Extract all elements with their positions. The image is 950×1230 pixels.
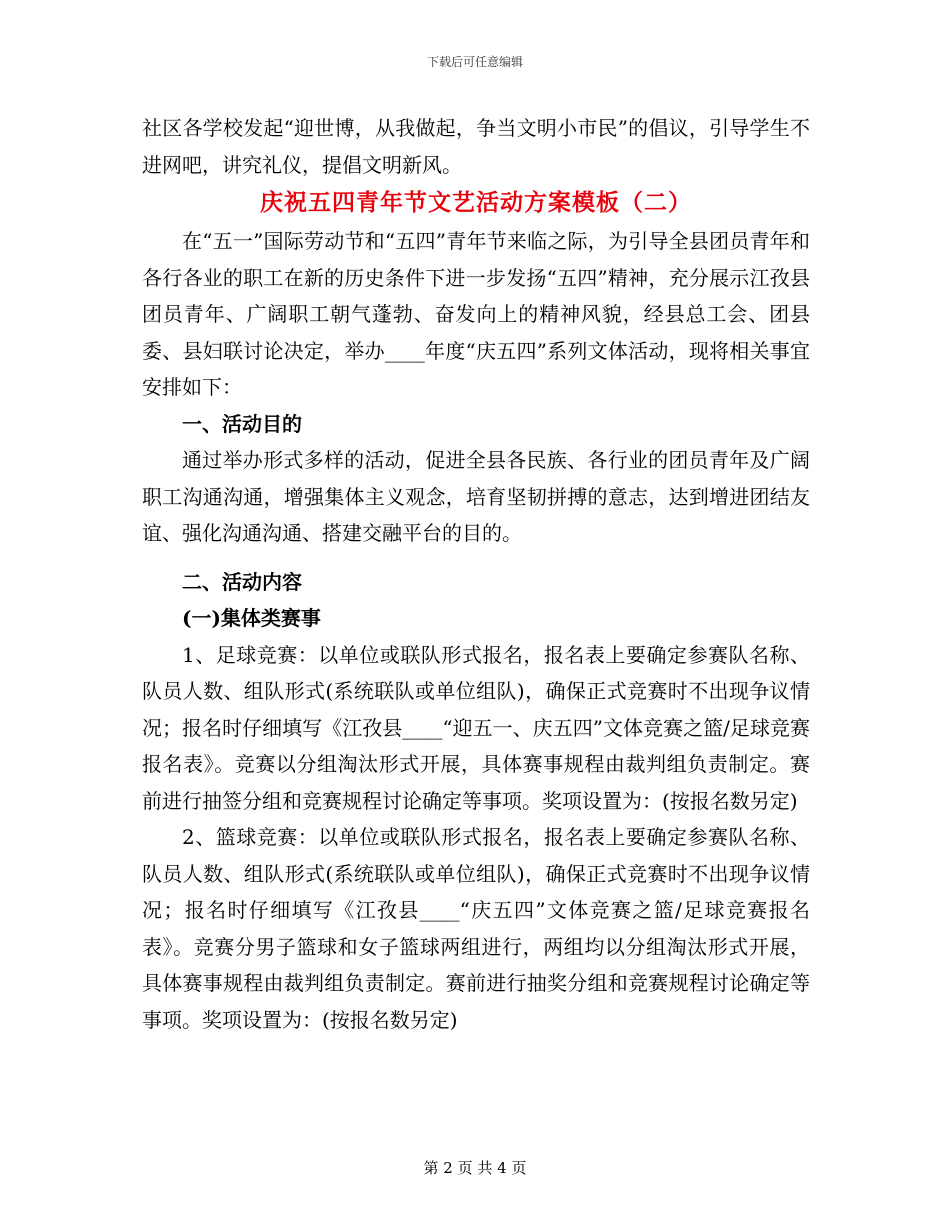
item1-paragraph: 1、足球竞赛：以单位或联队形式报名，报名表上要确定参赛队名称、队员人数、组队形式(系统联队或单位组队)，确保正式竞赛时不出现争议情况；报名时仔细填写《江孜县____“迎五一、庆五四”文体竞赛之篮/足球竞赛报名表》。竞赛以分组淘汰形式开展，具体赛事规程由裁判组负责制定。赛前进行抽签分组和竞赛规程讨论确定等事项。奖项设置为：(按报名数另定) bbox=[142, 642, 810, 813]
section1-heading: 一、活动目的 bbox=[182, 411, 302, 436]
document-body bbox=[142, 110, 810, 1038]
page-footer: 第 2 页 共 4 页 bbox=[423, 1159, 527, 1177]
subsection1-heading: (一)集体类赛事 bbox=[182, 606, 321, 630]
section2-heading: 二、活动内容 bbox=[182, 569, 302, 594]
item2-paragraph: 2、篮球竞赛：以单位或联队形式报名，报名表上要确定参赛队名称、队员人数、组队形式(系统联队或单位组队)，确保正式竞赛时不出现争议情况；报名时仔细填写《江孜县____“庆五四”文体竞赛之篮/足球竞赛报名表》。竞赛分男子篮球和女子篮球两组进行，两组均以分组淘汰形式开展，具体赛事规程由裁判组负责制定。赛前进行抽奖分组和竞赛规程讨论确定等事项。奖项设置为：(按报名数另定) bbox=[142, 825, 810, 1032]
section1-paragraph: 通过举办形式多样的活动，促进全县各民族、各行业的团员青年及广阔职工沟通沟通，增强集体主义观念，培育坚韧拼搏的意志，达到增进团结友谊、强化沟通沟通、搭建交融平台的目的。 bbox=[142, 448, 810, 545]
page-header: 下载后可任意编辑 bbox=[426, 55, 523, 69]
continuation-paragraph: 社区各学校发起“迎世博，从我做起，争当文明小市民”的倡议，引导学生不进网吧，讲究礼仪，提倡文明新风。 bbox=[142, 116, 810, 177]
intro-paragraph: 在“五一”国际劳动节和“五四”青年节来临之际，为引导全县团员青年和各行各业的职工在新的历史条件下进一步发扬“五四”精神，充分展示江孜县团员青年、广阔职工朝气蓬勃、奋发向上的精神风貌，经县总工会、团县委、县妇联讨论决定，举办____年度“庆五四”系列文体活动，现将相关事宜安排如下： bbox=[142, 229, 810, 399]
document-title: 庆祝五四青年节文艺活动方案模板（二） bbox=[260, 189, 692, 216]
